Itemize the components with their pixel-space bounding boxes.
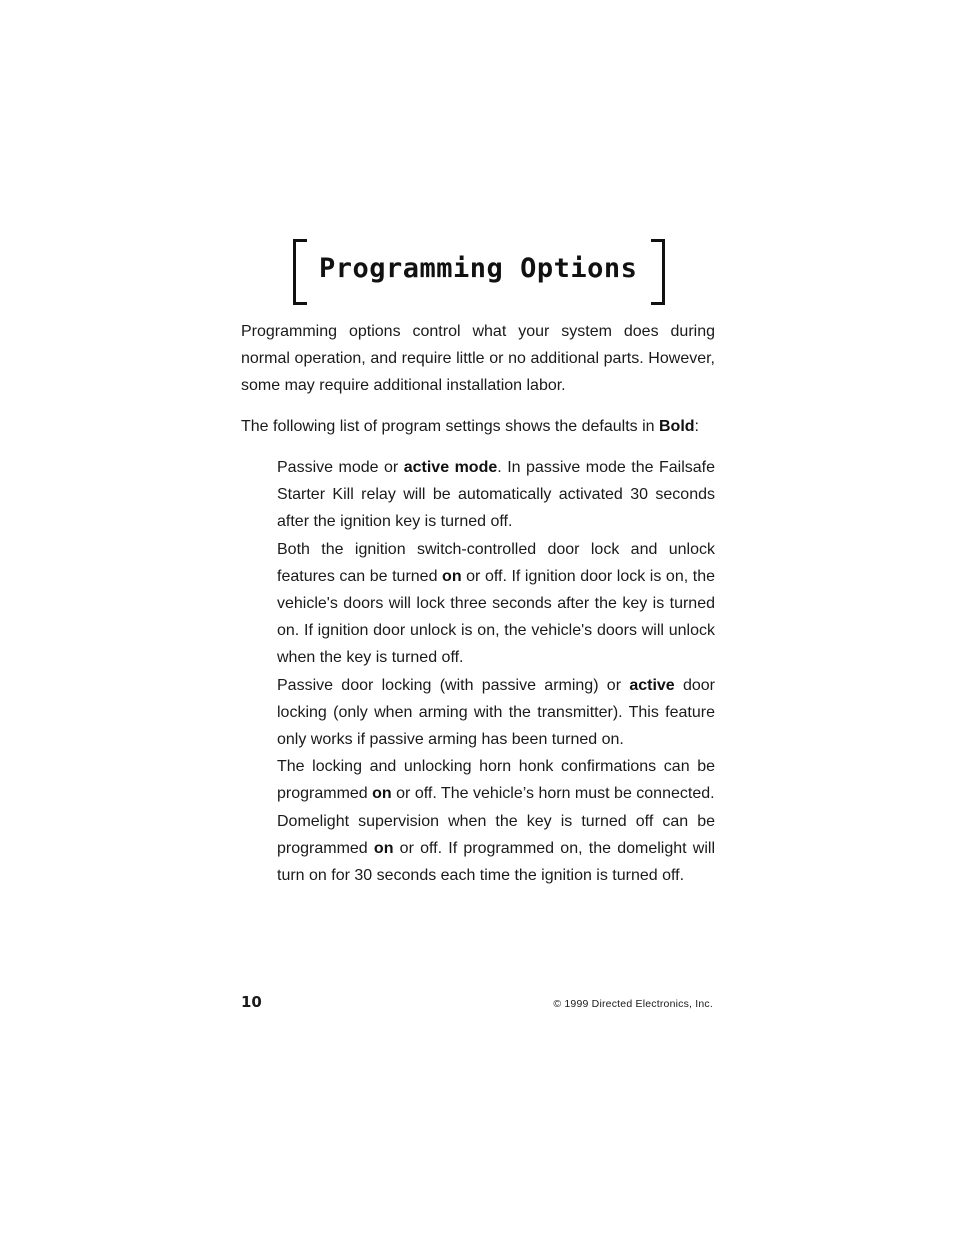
- defaults-note-colon: :: [694, 418, 699, 435]
- option-passive-door-locking: [277, 672, 715, 754]
- option-default: active mode: [403, 459, 498, 476]
- option-default: on: [372, 785, 392, 803]
- left-bracket-decoration: [293, 239, 307, 305]
- option-horn-honk: [277, 753, 715, 807]
- intro-paragraph: Programming options control what your system does during normal operation, and require little or no additional parts. However, some may require additional installation labor.: [241, 323, 715, 395]
- section-heading: [293, 239, 665, 307]
- option-text: or off. The vehicle’s horn must be connected.: [391, 785, 715, 803]
- option-domelight-supervision: [277, 808, 715, 890]
- option-default: active: [629, 676, 675, 694]
- option-passive-mode: [277, 454, 715, 536]
- option-text: . In passive mode the Failsafe Starter Kill relay will be automatically activated 30 seconds after the ignition key is turned off.: [277, 459, 716, 531]
- defaults-bold-word: Bold: [658, 418, 695, 435]
- defaults-note: [241, 413, 715, 440]
- defaults-note-text: The following list of program settings shows the defaults in: [241, 418, 659, 435]
- option-text: The locking and unlocking horn honk confirmations can be programmed: [277, 758, 715, 803]
- option-text: Domelight supervision when the key is turned off can be programmed: [277, 812, 715, 857]
- program-options-list: [277, 454, 715, 889]
- right-bracket-decoration: [651, 239, 665, 305]
- page-title: Programming Options: [319, 253, 638, 284]
- option-text: Passive door locking (with passive arming) or: [277, 676, 630, 694]
- option-text: Passive mode or: [277, 459, 404, 476]
- option-ignition-door-lock: [277, 536, 715, 672]
- option-default: on: [373, 839, 394, 857]
- copyright-notice: © 1999 Directed Electronics, Inc.: [553, 998, 713, 1010]
- page-number: 10: [241, 993, 262, 1011]
- option-text: or off. If programmed on, the domelight will turn on for 30 seconds each time the ignition is turned off.: [277, 839, 715, 885]
- option-text: door locking (only when arming with the transmitter). This feature only works if passive arming has been turned on.: [277, 676, 715, 749]
- option-text: Both the ignition switch-controlled door lock and unlock features can be turned: [277, 540, 715, 585]
- option-text: or off. If ignition door lock is on, the vehicle's doors will lock three seconds after the key is turned on. If ignition door unlock is on, the vehicle's doors will unlock when the key is turned off.: [277, 567, 715, 667]
- option-default: on: [442, 567, 462, 585]
